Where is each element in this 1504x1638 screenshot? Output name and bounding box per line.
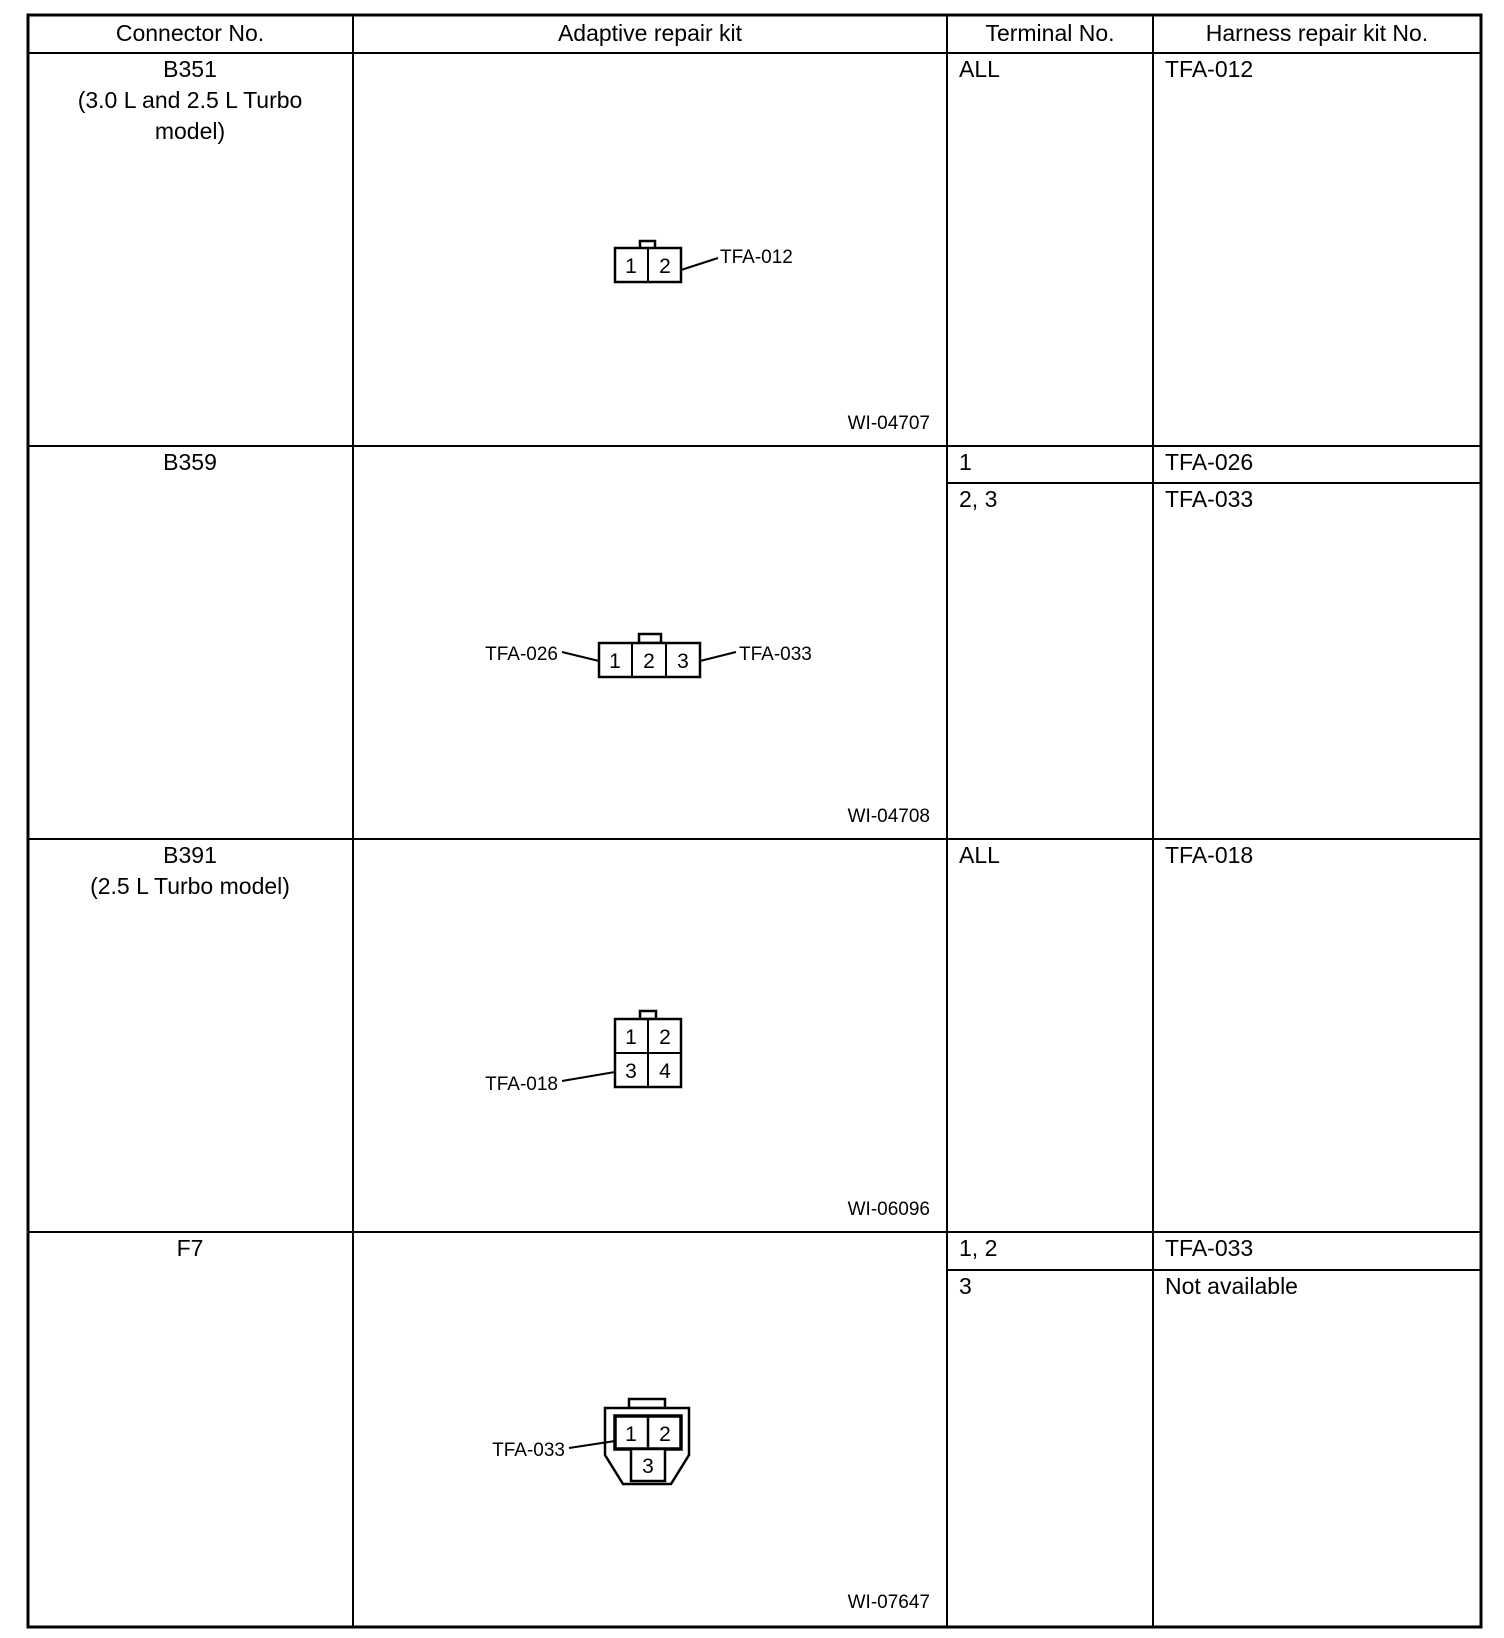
callout-label: TFA-026 (485, 644, 558, 665)
pin-label: 2 (659, 1423, 671, 1446)
terminal-no: ALL (959, 842, 1000, 868)
terminal-no: ALL (959, 56, 1000, 82)
terminal-no: 3 (959, 1273, 972, 1299)
connector-note: (2.5 L Turbo model) (90, 873, 290, 899)
header-row (116, 20, 1428, 46)
table-row (177, 1235, 1298, 1613)
connector-name: B391 (163, 842, 217, 868)
terminal-no: 1, 2 (959, 1235, 998, 1261)
pin-label: 1 (609, 650, 621, 673)
connector-note: (3.0 L and 2.5 L Turbo (77, 87, 303, 113)
connector-name: B359 (163, 449, 217, 475)
header-connector-no: Connector No. (115, 20, 265, 46)
connector-note: model) (154, 118, 226, 144)
pin-label: 3 (677, 650, 689, 673)
harness-kit-no: TFA-026 (1165, 449, 1254, 475)
harness-kit-no: TFA-033 (1165, 486, 1254, 512)
callout-label: TFA-033 (492, 1440, 565, 1461)
pin-label: 1 (625, 1423, 637, 1446)
callout-label: TFA-033 (739, 644, 812, 665)
figure-id: WI-04708 (847, 806, 930, 827)
connector-diagram (615, 241, 793, 282)
pin-label: 3 (642, 1455, 654, 1478)
harness-kit-no: TFA-018 (1165, 842, 1254, 868)
terminal-no: 1 (959, 449, 972, 475)
table-row (163, 449, 1253, 827)
pin-label: 2 (659, 255, 671, 278)
figure-id: WI-04707 (847, 413, 930, 434)
pin-label: 2 (643, 650, 655, 673)
harness-kit-no: Not available (1165, 1273, 1298, 1299)
header-terminal-no: Terminal No. (985, 20, 1115, 46)
pin-label: 1 (625, 255, 637, 278)
figure-id: WI-06096 (847, 1199, 930, 1220)
harness-kit-no: TFA-033 (1165, 1235, 1254, 1261)
header-adaptive-repair-kit: Adaptive repair kit (557, 20, 743, 46)
connector-name: B351 (163, 56, 217, 82)
header-harness-repair-kit-no: Harness repair kit No. (1205, 20, 1429, 46)
connector-diagram (492, 1399, 689, 1484)
table-row (78, 56, 1254, 434)
connector-diagram (485, 634, 812, 677)
table-row (90, 842, 1253, 1220)
connector-name: F7 (176, 1235, 204, 1261)
callout-label: TFA-012 (720, 247, 793, 268)
pin-label: 3 (625, 1060, 637, 1083)
terminal-no: 2, 3 (959, 486, 998, 512)
pin-label: 1 (625, 1026, 637, 1049)
pin-label: 2 (659, 1026, 671, 1049)
connector-diagram (485, 1011, 681, 1095)
pin-label: 4 (659, 1060, 671, 1083)
callout-label: TFA-018 (485, 1074, 558, 1095)
figure-id: WI-07647 (847, 1592, 930, 1613)
harness-kit-no: TFA-012 (1165, 56, 1254, 82)
